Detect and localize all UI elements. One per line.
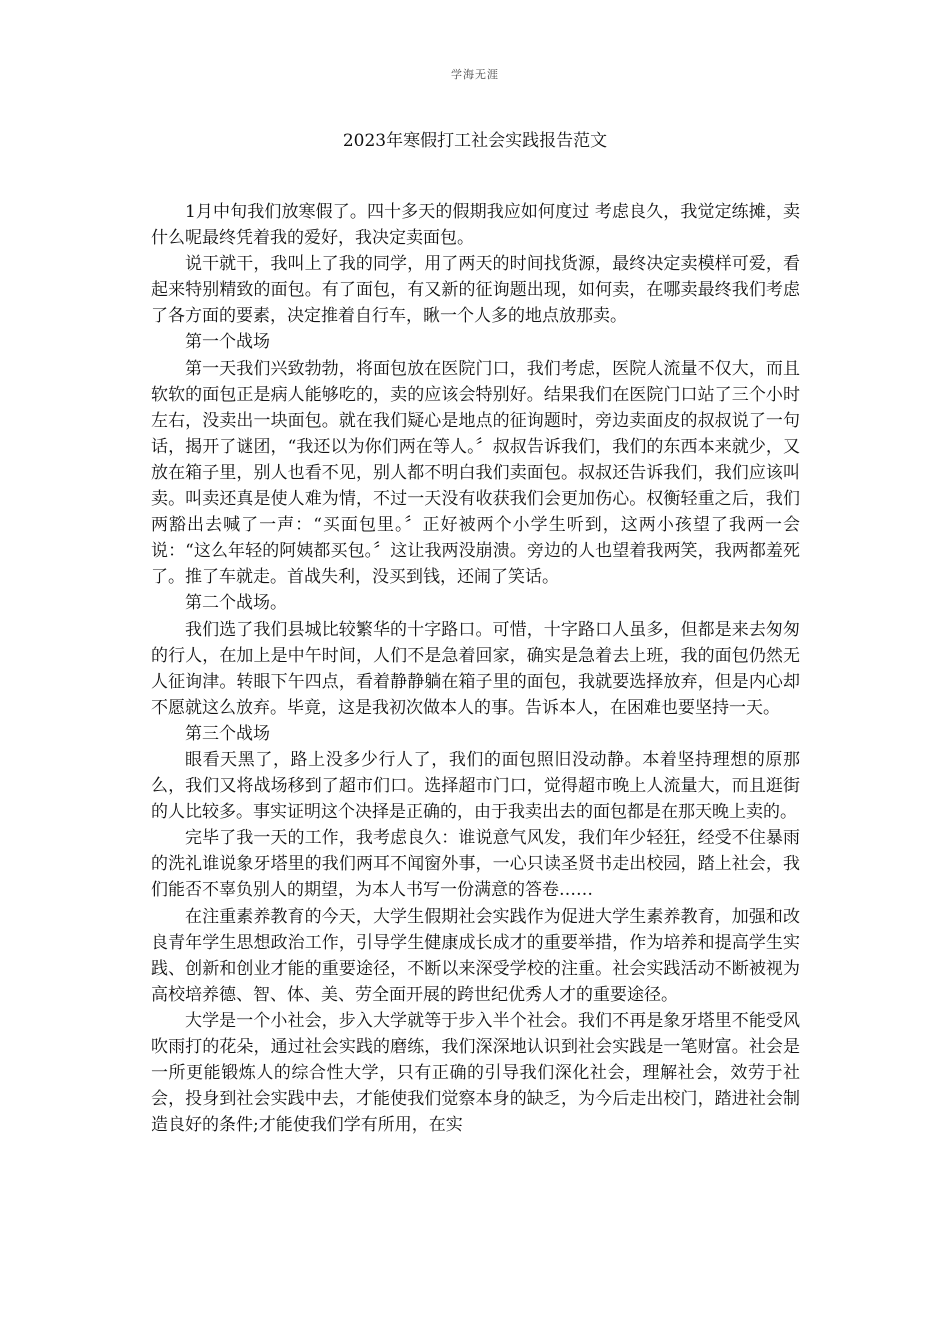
- paragraph: 说干就干，我叫上了我的同学，用了两天的时间找货源，最终决定卖模样可爱，看起来特别精致的面包。有了面包，有又新的征询题出现，如何卖，在哪卖最终我们考虑了各方面的要素，决定推着自行车，瞅一个人多的地点放那卖。: [151, 254, 800, 327]
- section-heading: 第一个战场: [185, 332, 270, 353]
- paragraph: 第一天我们兴致勃勃，将面包放在医院门口，我们考虑，医院人流量不仅大，而且软软的面包正是病人能够吃的，卖的应该会特别好。结果我们在医院门口站了三个小时左右，没卖出一块面包。就在我们疑心是地点的征询题时，旁边卖面皮的叔叔说了一句话，揭开了谜团，“我还以为你们两在等人。〞叔叔告诉我们，我们的东西本来就少，又放在箱子里，别人也看不见，别人都不明白我们卖面包。叔叔还告诉我们，我们应该叫卖。叫卖还真是使人难为情，不过一天没有收获我们会更加伤心。权衡轻重之后，我们两豁出去喊了一声：“买面包里。〞正好被两个小学生听到，这两小孩望了我两一会说：“这么年轻的阿姨都买包。〞这让我两没崩溃。旁边的人也望着我两笑，我两都羞死了。推了车就走。首战失利，没买到钱，还闹了笑话。: [151, 358, 800, 588]
- section-heading: 第三个战场: [185, 723, 270, 744]
- paragraph: 眼看天黑了，路上没多少行人了，我们的面包照旧没动静。本着坚持理想的原那么，我们又将战场移到了超市们口。选择超市门口，觉得超市晚上人流量大，而且逛街的人比较多。事实证明这个决择是正确的，由于我卖出去的面包都是在那天晚上卖的。: [151, 749, 800, 823]
- paragraph: 大学是一个小社会，步入大学就等于步入半个社会。我们不再是象牙塔里不能受风吹雨打的花朵，通过社会实践的磨练，我们深深地认识到社会实践是一笔财富。社会是一所更能锻炼人的综合性大学，只有正确的引导我们深化社会，理解社会，效劳于社会，投身到社会实践中去，才能使我们觉察本身的缺乏，为今后走出校门，踏进社会制造良好的条件;才能使我们学有所用，在实: [151, 1010, 800, 1136]
- paragraph: 完毕了我一天的工作，我考虑良久：谁说意气风发，我们年少轻狂，经受不住暴雨的洗礼谁说象牙塔里的我们两耳不闻窗外事，一心只读圣贤书走出校园，踏上社会，我们能否不辜负别人的期望，为本人书写一份满意的答卷……: [151, 828, 800, 901]
- paragraph: 1月中旬我们放寒假了。四十多天的假期我应如何度过 考虑良久，我觉定练摊，卖什么呢最终凭着我的爱好，我决定卖面包。: [151, 202, 800, 249]
- paragraph: 在注重素养教育的今天，大学生假期社会实践作为促进大学生素养教育，加强和改良青年学生思想政治工作，引导学生健康成长成才的重要举措，作为培养和提高学生实践、创新和创业才能的重要途径，不断以来深受学校的注重。社会实践活动不断被视为高校培养德、智、体、美、劳全面开展的跨世纪优秀人才的重要途径。: [151, 906, 800, 1005]
- document-title: 2023年寒假打工社会实践报告范文: [342, 131, 608, 151]
- document-body: [151, 199, 800, 1138]
- paragraph: 我们选了我们县城比较繁华的十字路口。可惜，十字路口人虽多，但都是来去匆匆的行人，在加上是中午时间，人们不是急着回家，确实是急着去上班，我的面包仍然无人征询津。转眼下午四点，看着静静躺在箱子里的面包，我就要选择放弃，但是内心却不愿就这么放弃。毕竟，这是我初次做本人的事。告诉本人，在困难也要坚持一天。: [151, 619, 800, 718]
- section-heading: 第二个战场。: [185, 593, 287, 614]
- page-header: 学海无涯: [451, 68, 499, 81]
